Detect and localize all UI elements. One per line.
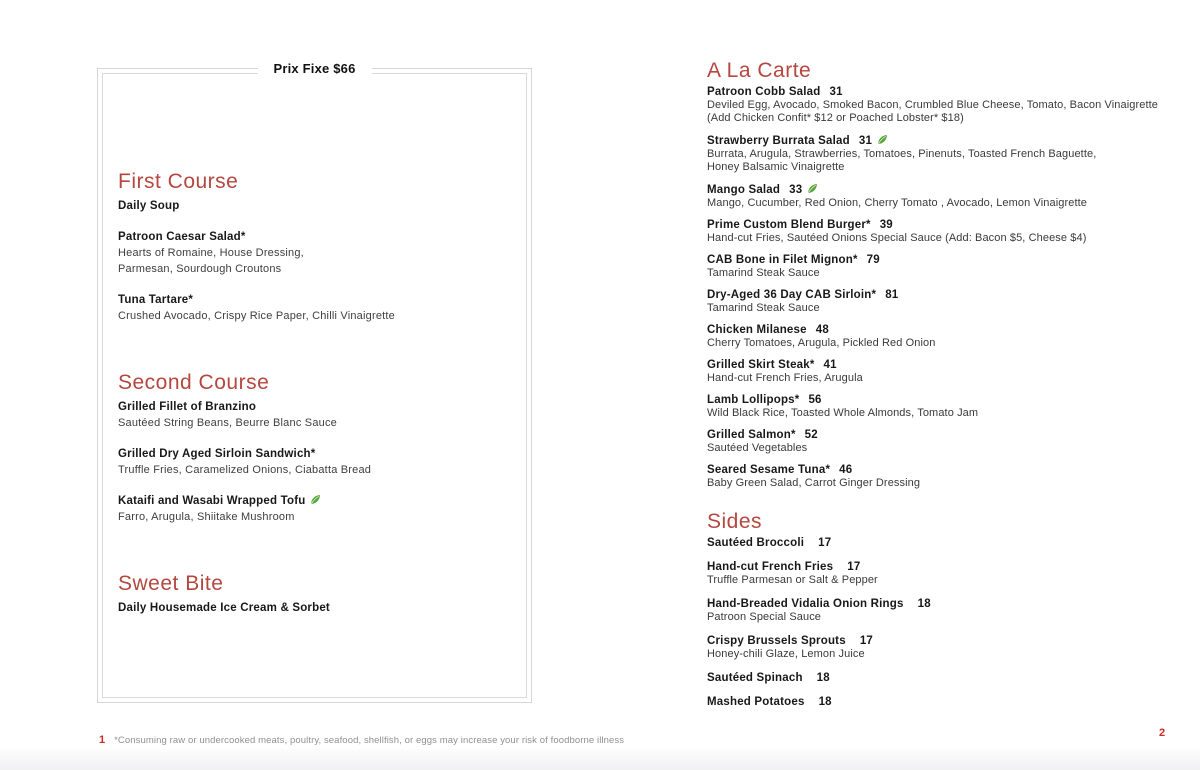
menu-item-description: Patroon Special Sauce: [707, 611, 822, 623]
menu-item-description: Truffle Fries, Caramelized Onions, Ciabatta Bread: [118, 464, 372, 476]
menu-item-name: Patroon Cobb Salad 31: [707, 86, 843, 98]
menu-item-description: Sautéed Vegetables: [707, 442, 808, 454]
menu-item: [707, 359, 1185, 385]
menu-item-description: Mango, Cucumber, Red Onion, Cherry Tomato , Avocado, Lemon Vinaigrette: [707, 197, 1087, 209]
menu-item: [707, 598, 1185, 624]
section-second-course: [118, 370, 531, 525]
prix-fixe-framed-box: [97, 61, 532, 703]
menu-item-name: Sautéed Broccoli 17: [707, 537, 832, 549]
menu-item-price: 17: [859, 635, 874, 647]
menu-item: [707, 464, 1185, 490]
menu-item-name: Mango Salad 33: [707, 183, 1185, 197]
section-heading-sides: Sides: [707, 510, 763, 533]
menu-item: [707, 289, 1185, 315]
menu-item-name: Lamb Lollipops* 56: [707, 394, 822, 406]
sides-section: [707, 509, 1185, 709]
menu-item: [707, 429, 1185, 455]
page-number-left: 1: [99, 734, 106, 746]
menu-item-price: 18: [818, 696, 832, 708]
menu-item: [707, 134, 1185, 174]
menu-item-name: Daily Housemade Ice Cream & Sorbet: [118, 602, 330, 614]
vegetarian-leaf-icon: [877, 134, 888, 145]
menu-item-price: 18: [816, 672, 830, 684]
menu-item-name: Daily Soup: [118, 200, 180, 212]
menu-item-name: Grilled Dry Aged Sirloin Sandwich*: [118, 448, 316, 460]
menu-item-price: 81: [885, 289, 899, 301]
section-sweet-bite: [118, 571, 531, 616]
menu-item: [707, 324, 1185, 350]
menu-item-name: Hand-cut French Fries 17: [707, 561, 861, 573]
menu-item-price: 31: [858, 135, 873, 147]
menu-item-description: Honey-chili Glaze, Lemon Juice: [707, 648, 865, 660]
menu-item: [118, 399, 531, 431]
menu-item-description: Hand-cut French Fries, Arugula: [707, 372, 863, 384]
a-la-carte-column: [707, 58, 1185, 720]
menu-item: [707, 537, 1185, 550]
menu-item-name: Mashed Potatoes 18: [707, 696, 832, 708]
section-first-course: [118, 169, 531, 324]
menu-item-name: Crispy Brussels Sprouts 17: [707, 635, 874, 647]
menu-item-price: 48: [815, 324, 829, 336]
menu-item-price: 56: [808, 394, 822, 406]
section-heading-second-course: Second Course: [118, 371, 270, 394]
menu-item-description: Crushed Avocado, Crispy Rice Paper, Chilli Vinaigrette: [118, 310, 395, 322]
menu-item-name: Dry-Aged 36 Day CAB Sirloin* 81: [707, 289, 899, 301]
menu-item: [707, 86, 1185, 125]
menu-item-price: 46: [839, 464, 853, 476]
menu-item-description: Tamarind Steak Sauce: [707, 302, 820, 314]
menu-item-description: Tamarind Steak Sauce: [707, 267, 820, 279]
menu-item: [707, 635, 1185, 661]
menu-item-description: Deviled Egg, Avocado, Smoked Bacon, Crumbled Blue Cheese, Tomato, Bacon Vinaigrette: [707, 99, 1159, 111]
vegetarian-leaf-icon: [310, 494, 321, 505]
menu-item-name: Chicken Milanese 48: [707, 324, 829, 336]
page-number-right: 2: [1159, 727, 1166, 739]
footnote-text: *Consuming raw or undercooked meats, poultry, seafood, shellfish, or eggs may increase your risk of foodborne illness: [114, 735, 625, 746]
menu-item-price: 31: [829, 86, 843, 98]
menu-item-description: Cherry Tomatoes, Arugula, Pickled Red Onion: [707, 337, 936, 349]
menu-item: [118, 292, 531, 324]
menu-item-description: Sautéed String Beans, Beurre Blanc Sauce: [118, 417, 337, 429]
vegetarian-leaf-icon: [807, 183, 818, 194]
menu-item: [707, 672, 1185, 685]
menu-item: [118, 229, 531, 277]
menu-item-price: 41: [823, 359, 837, 371]
menu-item-description: Honey Balsamic Vinaigrette: [707, 161, 845, 173]
menu-item-description: Baby Green Salad, Carrot Ginger Dressing: [707, 477, 921, 489]
menu-item: [707, 183, 1185, 210]
menu-item: [707, 219, 1185, 245]
menu-item: [118, 600, 531, 616]
menu-item-price: 18: [917, 598, 931, 610]
menu-item-price: 79: [866, 254, 880, 266]
menu-item-name: Sautéed Spinach 18: [707, 672, 830, 684]
menu-item: [118, 493, 531, 525]
menu-item-price: 39: [879, 219, 893, 231]
menu-item: [118, 198, 531, 214]
menu-item-description: Wild Black Rice, Toasted Whole Almonds, Tomato Jam: [707, 407, 979, 419]
menu-item-name: Kataifi and Wasabi Wrapped Tofu: [118, 493, 531, 509]
section-heading-first-course: First Course: [118, 170, 239, 193]
menu-item-name: Tuna Tartare*: [118, 294, 194, 306]
menu-item: [118, 446, 531, 478]
menu-item: [707, 254, 1185, 280]
menu-item: [707, 561, 1185, 587]
menu-item-description: Hearts of Romaine, House Dressing,: [118, 247, 304, 259]
menu-item-name: Strawberry Burrata Salad 31: [707, 134, 1185, 148]
prix-fixe-title: Prix Fixe $66: [257, 61, 371, 76]
menu-item-description: Farro, Arugula, Shiitake Mushroom: [118, 511, 295, 523]
menu-item: [707, 696, 1185, 709]
footer-left: [99, 730, 624, 748]
menu-item-description: (Add Chicken Confit* $12 or Poached Lobster* $18): [707, 112, 964, 124]
section-heading-sweet-bite: Sweet Bite: [118, 572, 224, 595]
menu-item-description: Hand-cut Fries, Sautéed Onions Special Sauce (Add: Bacon $5, Cheese $4): [707, 232, 1087, 244]
prix-fixe-content: [98, 69, 531, 616]
menu-item-description: Parmesan, Sourdough Croutons: [118, 263, 282, 275]
menu-item-price: 17: [847, 561, 861, 573]
page-bottom-edge: [0, 749, 1200, 770]
menu-item-price: 33: [789, 184, 803, 196]
section-heading-a-la-carte: A La Carte: [707, 59, 812, 82]
menu-item-name: CAB Bone in Filet Mignon* 79: [707, 254, 880, 266]
menu-item-name: Patroon Caesar Salad*: [118, 231, 246, 243]
menu-item-name: Grilled Fillet of Branzino: [118, 401, 257, 413]
menu-item-name: Grilled Salmon* 52: [707, 429, 818, 441]
menu-item-name: Seared Sesame Tuna* 46: [707, 464, 853, 476]
menu-item: [707, 394, 1185, 420]
menu-item-name: Prime Custom Blend Burger* 39: [707, 219, 893, 231]
menu-item-name: Grilled Skirt Steak* 41: [707, 359, 837, 371]
menu-item-price: 52: [804, 429, 818, 441]
menu-item-price: 17: [818, 537, 832, 549]
menu-item-description: Burrata, Arugula, Strawberries, Tomatoes, Pinenuts, Toasted French Baguette,: [707, 148, 1097, 160]
menu-item-description: Truffle Parmesan or Salt & Pepper: [707, 574, 878, 586]
menu-item-name: Hand-Breaded Vidalia Onion Rings 18: [707, 598, 931, 610]
